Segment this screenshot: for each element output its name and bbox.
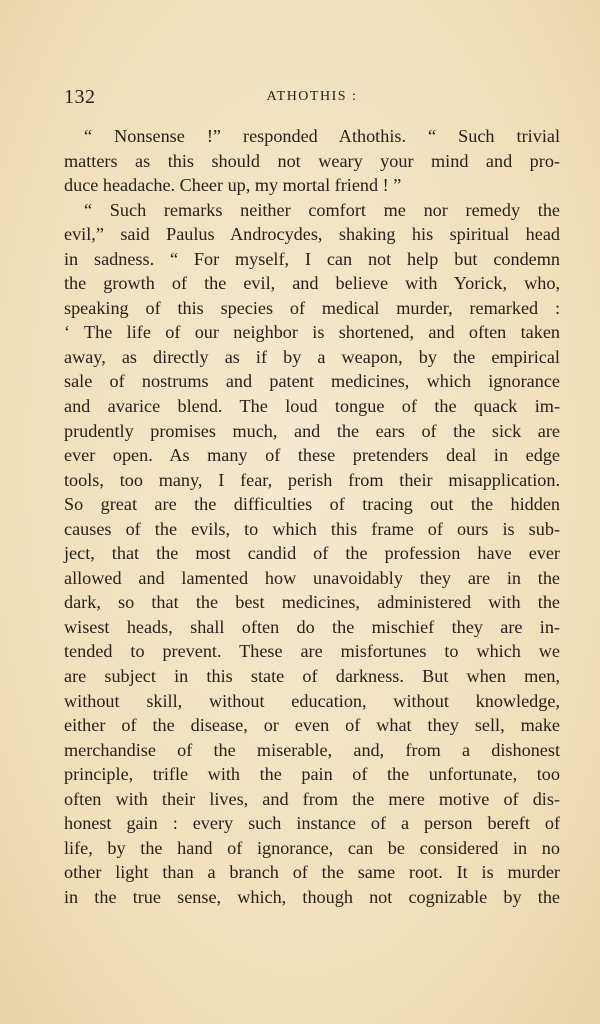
page-number: 132 xyxy=(64,86,96,108)
text-line: away, as directly as if by a weapon, by the empirical xyxy=(64,346,560,367)
text-line: “ Such remarks neither comfort me nor remedy the xyxy=(84,199,560,220)
text-line: the growth of the evil, and believe with Yorick, who, xyxy=(64,273,560,294)
text-line: in sadness. “ For myself, I can not help but condemn xyxy=(64,248,560,269)
text-line: ‘ The life of our neighbor is shortened, and often taken xyxy=(64,322,560,343)
text-line: life, by the hand of ignorance, can be considered in no xyxy=(64,837,560,858)
text-line: merchandise of the miserable, and, from a dishonest xyxy=(64,739,560,760)
text-line: principle, trifle with the pain of the unfortunate, too xyxy=(64,764,560,785)
text-line: tools, too many, I fear, perish from their misapplication. xyxy=(64,469,560,490)
text-line: matters as this should not weary your mind and pro- xyxy=(64,150,560,171)
text-line: often with their lives, and from the mere motive of dis- xyxy=(64,788,560,809)
text-line: other light than a branch of the same root. It is murder xyxy=(64,862,560,883)
text-line: speaking of this species of medical murder, remarked : xyxy=(64,297,560,318)
running-head xyxy=(64,86,560,112)
text-line: dark, so that the best medicines, administered with the xyxy=(64,592,560,613)
text-line: wisest heads, shall often do the mischief they are in- xyxy=(64,616,560,637)
text-line: ever open. As many of these pretenders deal in edge xyxy=(64,445,560,466)
text-line: “ Nonsense !” responded Athothis. “ Such trivial xyxy=(84,126,560,146)
text-line: causes of the evils, to which this frame of ours is sub- xyxy=(64,518,560,539)
text-line: sale of nostrums and patent medicines, which ignorance xyxy=(64,371,560,392)
body-text xyxy=(64,124,560,910)
text-line: So great are the difficulties of tracing out the hidden xyxy=(64,494,560,515)
text-line: tended to prevent. These are misfortunes to which we xyxy=(64,641,560,662)
text-line: and avarice blend. The loud tongue of the quack im- xyxy=(64,396,560,417)
text-line: honest gain : every such instance of a person bereft of xyxy=(64,813,560,834)
book-page xyxy=(64,86,560,910)
text-line: allowed and lamented how unavoidably they are in the xyxy=(64,567,560,588)
text-line: duce headache. Cheer up, my mortal friend ! ” xyxy=(64,175,402,196)
running-title: ATHOTHIS : xyxy=(266,89,358,104)
text-line: prudently promises much, and the ears of the sick are xyxy=(64,420,560,441)
text-line: without skill, without education, without knowledge, xyxy=(64,690,560,711)
text-line: in the true sense, which, though not cognizable by the xyxy=(64,886,560,907)
text-line: evil,” said Paulus Androcydes, shaking his spiritual head xyxy=(64,224,560,245)
text-line: ject, that the most candid of the profession have ever xyxy=(64,543,560,564)
text-line: either of the disease, or even of what they sell, make xyxy=(64,715,560,736)
text-line: are subject in this state of darkness. But when men, xyxy=(64,666,560,687)
